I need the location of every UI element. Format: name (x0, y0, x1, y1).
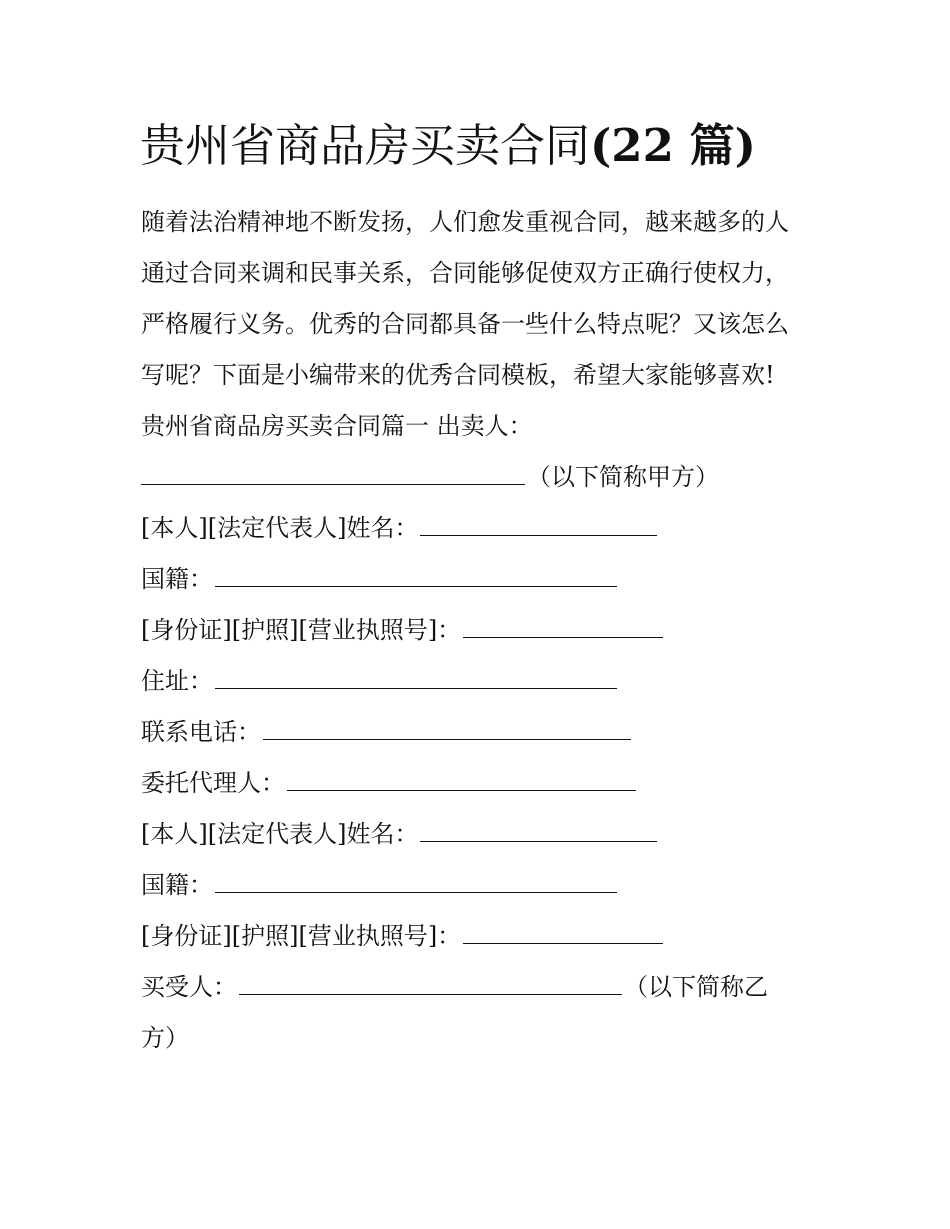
form-field-nationality (141, 554, 831, 605)
blank-line (215, 564, 617, 587)
form-field-nationality (141, 860, 831, 911)
form-field-phone (141, 707, 831, 758)
form-field-seller (141, 452, 831, 503)
intro-line: 写呢？下面是小编带来的优秀合同模板，希望大家能够喜欢! (141, 361, 775, 389)
field-suffix: （以下简称甲方） (527, 463, 719, 491)
intro-line: 通过合同来调和民事关系，合同能够促使双方正确行使权力， (141, 259, 789, 287)
section-heading-line: 贵州省商品房买卖合同篇一 出卖人： (141, 412, 533, 440)
field-label: 买受人： (141, 973, 237, 1001)
intro-line: 随着法治精神地不断发扬，人们愈发重视合同，越来越多的人 (141, 208, 789, 236)
field-label: [本人][法定代表人]姓名： (141, 514, 419, 542)
form-field-address (141, 656, 831, 707)
field-label: [本人][法定代表人]姓名： (141, 820, 419, 848)
intro-line: 严格履行义务。优秀的合同都具备一些什么特点呢？又该怎么 (141, 310, 789, 338)
blank-line (263, 717, 631, 740)
title-suffix: (22 篇) (590, 119, 756, 172)
document-body (141, 197, 831, 1064)
title-main: 贵州省商品房买卖合同 (140, 119, 591, 172)
blank-line (215, 666, 617, 689)
field-label: 联系电话： (141, 718, 261, 746)
form-field-buyer (141, 962, 831, 1013)
blank-line (287, 768, 636, 791)
form-field-agent (141, 758, 831, 809)
blank-line (420, 513, 657, 536)
field-label: [身份证][护照][营业执照号]： (141, 616, 462, 644)
form-field-id (141, 605, 831, 656)
field-suffix: （以下简称乙 (624, 973, 768, 1001)
page-title (140, 116, 840, 176)
form-field-name (141, 503, 831, 554)
field-label: 委托代理人： (141, 769, 285, 797)
field-label: [身份证][护照][营业执照号]： (141, 922, 462, 950)
blank-line (141, 462, 525, 485)
blank-line (463, 921, 663, 944)
blank-line (239, 972, 622, 995)
blank-line (463, 615, 663, 638)
trailing-line: 方） (141, 1024, 189, 1052)
field-label: 国籍： (141, 871, 213, 899)
field-label: 国籍： (141, 565, 213, 593)
form-field-name (141, 809, 831, 860)
blank-line (215, 870, 617, 893)
blank-line (420, 819, 657, 842)
field-label: 住址： (141, 667, 213, 695)
form-field-id (141, 911, 831, 962)
